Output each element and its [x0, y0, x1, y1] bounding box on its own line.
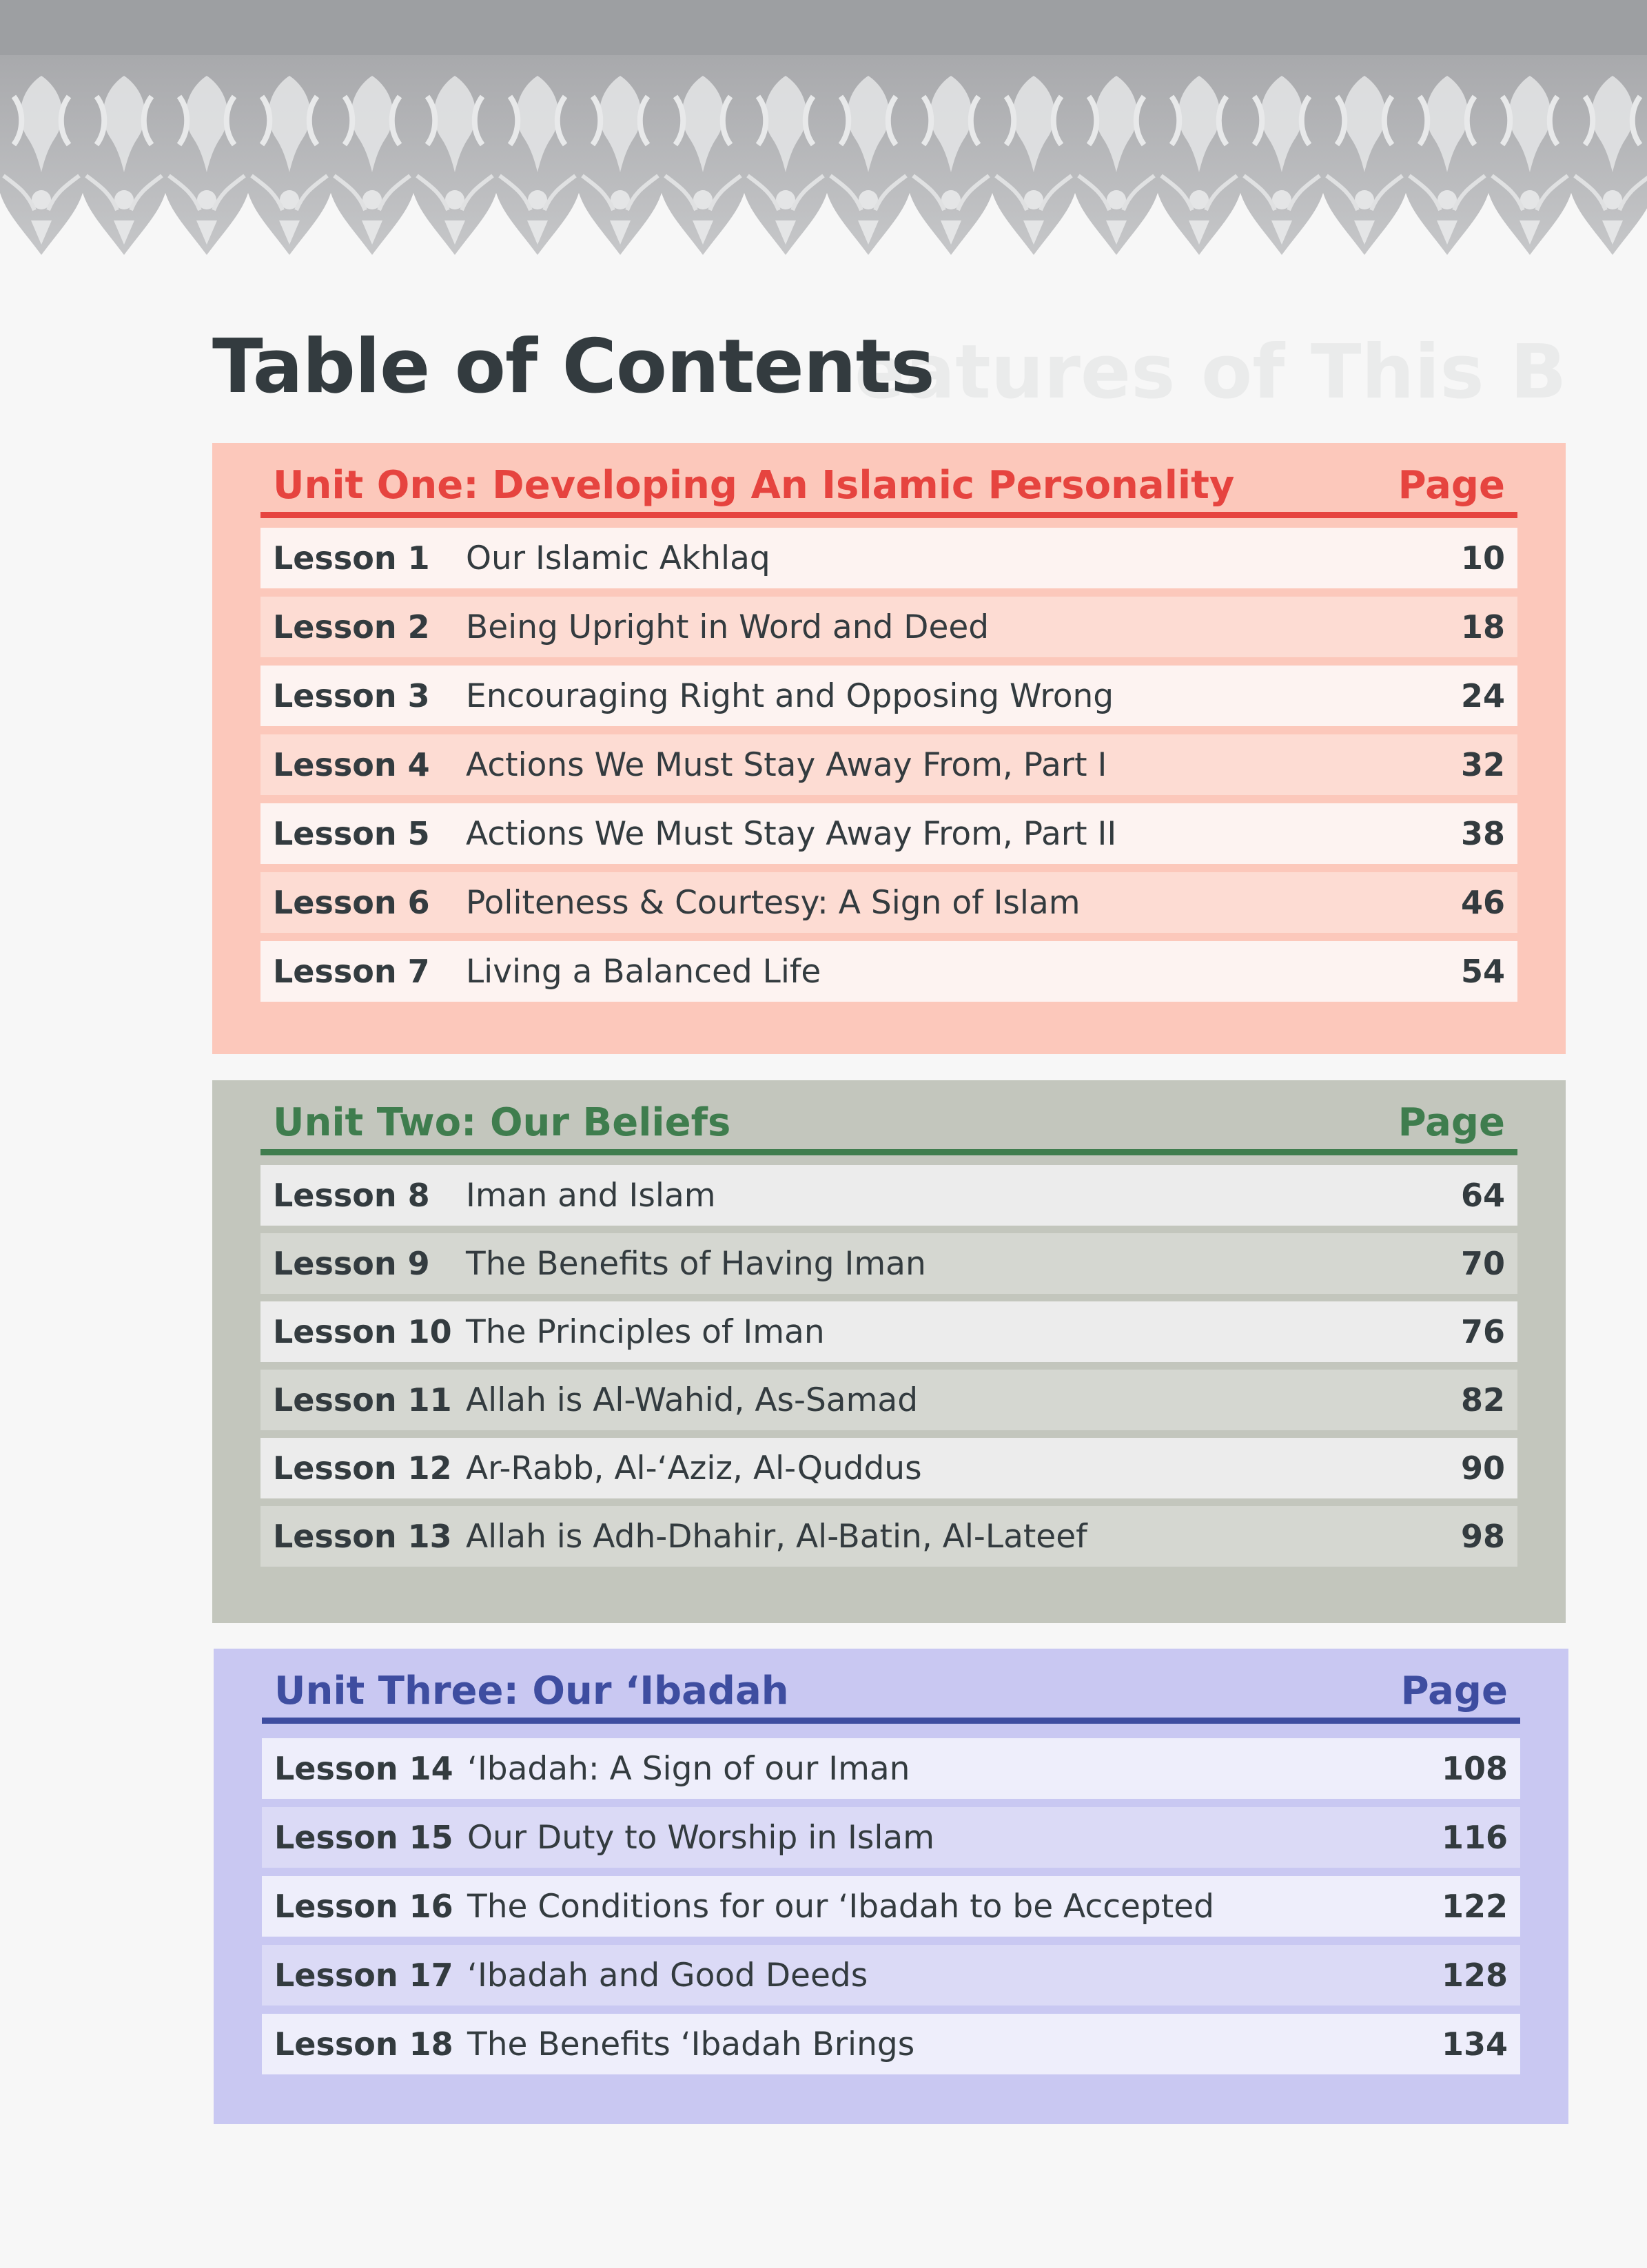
lesson-title: Our Duty to Worship in Islam	[467, 1818, 935, 1857]
lesson-row[interactable]	[260, 1506, 1517, 1567]
lesson-number: Lesson 15	[274, 1819, 453, 1856]
lesson-title: Allah is Al-Wahid, As-Samad	[466, 1381, 919, 1419]
unit-two-label: Unit Two:	[273, 1100, 477, 1145]
lesson-page: 134	[1441, 2025, 1508, 2063]
unit-two-page-label: Page	[1398, 1100, 1505, 1145]
lesson-number: Lesson 5	[273, 815, 430, 852]
lesson-page: 54	[1460, 953, 1505, 990]
lesson-title: Living a Balanced Life	[466, 952, 821, 991]
unit-two-title	[273, 1100, 730, 1145]
lesson-title: ‘Ibadah: A Sign of our Iman	[467, 1749, 910, 1788]
lesson-page: 46	[1460, 884, 1505, 921]
lesson-page: 10	[1460, 539, 1505, 577]
lesson-number: Lesson 2	[273, 608, 430, 646]
lesson-number: Lesson 1	[273, 539, 430, 577]
lesson-page: 116	[1441, 1819, 1508, 1856]
lesson-row[interactable]	[260, 528, 1517, 588]
lesson-page: 82	[1460, 1381, 1505, 1419]
lesson-row[interactable]	[262, 1738, 1520, 1799]
arabesque-ornament-border	[0, 55, 1647, 289]
lesson-page: 64	[1460, 1177, 1505, 1214]
lesson-title: ‘Ibadah and Good Deeds	[467, 1956, 868, 1994]
lesson-page: 32	[1460, 746, 1505, 783]
lesson-page: 18	[1460, 608, 1505, 646]
lesson-page: 128	[1441, 1957, 1508, 1994]
lesson-row[interactable]	[260, 1233, 1517, 1294]
unit-two-name: Our Beliefs	[489, 1100, 731, 1145]
lesson-page: 108	[1441, 1750, 1508, 1787]
lesson-row[interactable]	[262, 1876, 1520, 1937]
lesson-number: Lesson 17	[274, 1957, 453, 1994]
lesson-row[interactable]	[260, 872, 1517, 933]
lesson-title: The Conditions for our ‘Ibadah to be Accepted	[467, 1887, 1214, 1926]
lesson-title: Our Islamic Akhlaq	[466, 539, 770, 577]
unit-one-page-label: Page	[1398, 463, 1505, 508]
lesson-row[interactable]	[260, 803, 1517, 864]
unit-one-panel	[212, 443, 1566, 1054]
lesson-page: 38	[1460, 815, 1505, 852]
lesson-number: Lesson 14	[274, 1750, 453, 1787]
unit-three-label: Unit Three:	[274, 1669, 519, 1713]
lesson-row[interactable]	[260, 941, 1517, 1002]
lesson-row[interactable]	[260, 1438, 1517, 1498]
unit-one-header	[260, 462, 1517, 518]
lesson-page: 98	[1460, 1518, 1505, 1555]
lesson-title: The Benefits ‘Ibadah Brings	[467, 2025, 915, 2063]
lesson-page: 76	[1460, 1313, 1505, 1350]
unit-one-label: Unit One:	[273, 463, 479, 508]
lesson-number: Lesson 9	[273, 1245, 430, 1282]
unit-three-page-label: Page	[1400, 1669, 1508, 1713]
top-gray-band	[0, 0, 1647, 62]
lesson-title: Ar-Rabb, Al-‘Aziz, Al-Quddus	[466, 1449, 922, 1487]
lesson-page: 122	[1441, 1888, 1508, 1925]
lesson-number: Lesson 16	[274, 1888, 453, 1925]
unit-two-panel	[212, 1080, 1566, 1623]
unit-three-panel	[214, 1649, 1568, 2124]
lesson-number: Lesson 11	[273, 1381, 452, 1419]
lesson-title: The Benefits of Having Iman	[466, 1244, 926, 1283]
page-title: Table of Contents	[212, 324, 934, 410]
lesson-row[interactable]	[260, 1301, 1517, 1362]
lesson-number: Lesson 10	[273, 1313, 452, 1350]
lesson-number: Lesson 4	[273, 746, 430, 783]
lesson-page: 24	[1460, 677, 1505, 714]
unit-one-name: Developing An Islamic Personality	[492, 463, 1235, 508]
lesson-row[interactable]	[260, 666, 1517, 726]
lesson-title: Iman and Islam	[466, 1176, 716, 1215]
lesson-title: Allah is Adh-Dhahir, Al-Batin, Al-Lateef	[466, 1517, 1087, 1556]
lesson-number: Lesson 3	[273, 677, 430, 714]
bleed-through-text: eatures of This B	[855, 329, 1567, 415]
lesson-title: Actions We Must Stay Away From, Part I	[466, 745, 1107, 784]
lesson-number: Lesson 8	[273, 1177, 430, 1214]
lesson-title: Encouraging Right and Opposing Wrong	[466, 677, 1114, 715]
lesson-title: Politeness & Courtesy: A Sign of Islam	[466, 883, 1081, 922]
unit-three-name: Our ‘Ibadah	[532, 1669, 789, 1713]
unit-three-title	[274, 1669, 789, 1713]
lesson-page: 70	[1460, 1245, 1505, 1282]
unit-one-title	[273, 463, 1234, 508]
lesson-title: The Principles of Iman	[466, 1312, 825, 1351]
lesson-row[interactable]	[262, 1945, 1520, 2006]
lesson-row[interactable]	[262, 1807, 1520, 1868]
lesson-row[interactable]	[260, 597, 1517, 657]
lesson-number: Lesson 13	[273, 1518, 452, 1555]
lesson-row[interactable]	[260, 734, 1517, 795]
unit-three-header	[262, 1668, 1520, 1724]
lesson-row[interactable]	[262, 2014, 1520, 2074]
lesson-number: Lesson 12	[273, 1450, 452, 1487]
lesson-number: Lesson 6	[273, 884, 430, 921]
lesson-number: Lesson 18	[274, 2025, 453, 2063]
unit-two-header	[260, 1100, 1517, 1155]
lesson-title: Actions We Must Stay Away From, Part II	[466, 814, 1117, 853]
lesson-title: Being Upright in Word and Deed	[466, 608, 990, 646]
lesson-page: 90	[1460, 1450, 1505, 1487]
lesson-row[interactable]	[260, 1165, 1517, 1226]
lesson-row[interactable]	[260, 1370, 1517, 1430]
lesson-number: Lesson 7	[273, 953, 430, 990]
